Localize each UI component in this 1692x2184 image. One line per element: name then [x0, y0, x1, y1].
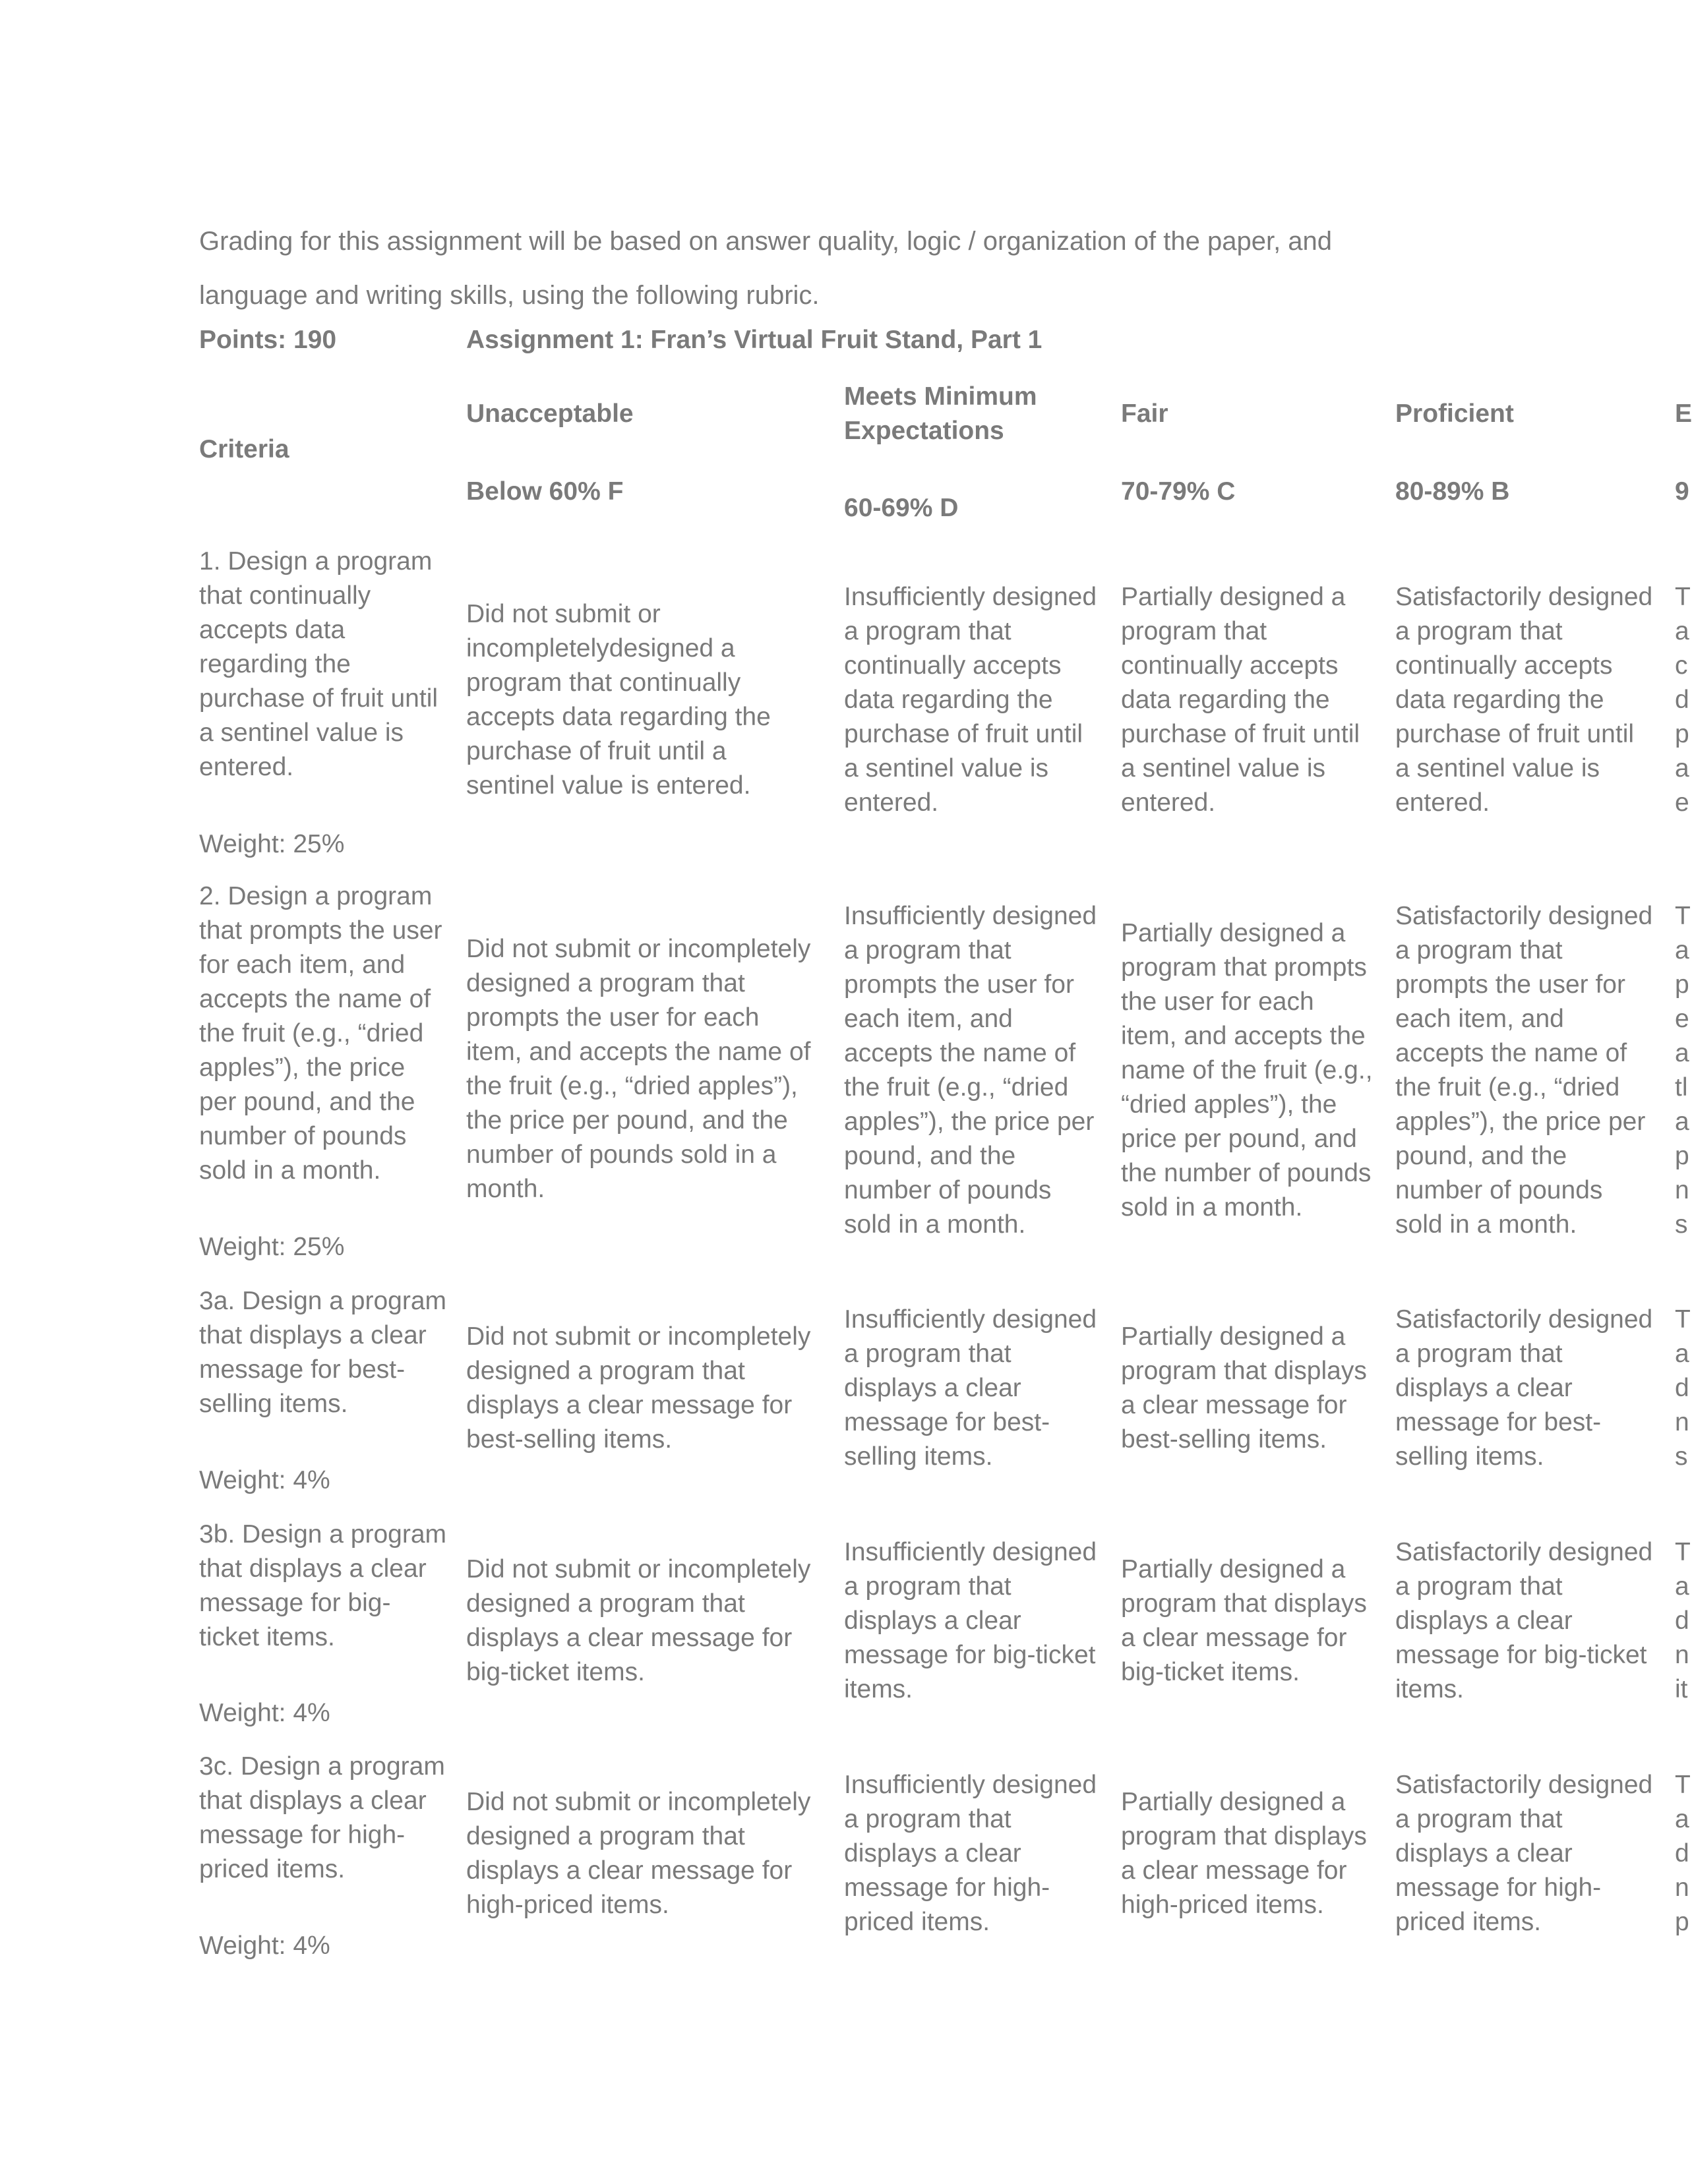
cell-fair: Partially designed a program that continually accepts data regarding the purchase of fruit until a sentinel value is entered. — [1121, 583, 1360, 817]
cell-proficient: Satisfactorily designed a program that prompts the user for each item, and accepts the name of the fruit (e.g., “dried apples”), the price per pound, and the number of pounds sold in a month. — [1395, 902, 1653, 1239]
cell-meets-minimum: Insufficiently designed a program that displays a clear message for best- selling items. — [844, 1305, 1097, 1471]
weight-label: Weight: 4% — [199, 1932, 330, 1960]
assignment-title: Assignment 1: Fran’s Virtual Fruit Stand, Part 1 — [466, 326, 1042, 354]
cell-proficient: Satisfactorily designed a program that displays a clear message for high- priced items. — [1395, 1771, 1653, 1936]
grade-fair: 70-79% C — [1121, 477, 1236, 506]
grade-proficient: 80-89% B — [1395, 477, 1510, 506]
level-meets-minimum: Meets Minimum Expectations — [844, 382, 1037, 445]
level-proficient: Proficient — [1395, 399, 1514, 428]
cell-meets-minimum: Insufficiently designed a program that displays a clear message for high- priced items. — [844, 1771, 1097, 1936]
cell-proficient: Satisfactorily designed a program that displays a clear message for best- selling items. — [1395, 1305, 1653, 1471]
cell-fair: Partially designed a program that displays a clear message for big-ticket items. — [1121, 1555, 1367, 1686]
level-fair: Fair — [1121, 399, 1168, 428]
intro-paragraph — [199, 214, 1452, 322]
weight-label: Weight: 25% — [199, 1233, 345, 1261]
cell-unacceptable: Did not submit or incompletely designed a program that displays a clear message for high-priced items. — [466, 1788, 811, 1919]
grade-exemplary-partial: 9 — [1675, 477, 1689, 506]
cell-exemplary-partial: T a c d p a e — [1675, 583, 1691, 817]
criterion-cell: 1. Design a program that continually accepts data regarding the purchase of fruit until a sentinel value is entered. — [199, 547, 438, 781]
level-exemplary-partial: E — [1675, 399, 1692, 428]
cell-unacceptable: Did not submit or incompletely designed a program that displays a clear message for best-selling items. — [466, 1322, 811, 1454]
level-unacceptable: Unacceptable — [466, 399, 634, 428]
cell-proficient: Satisfactorily designed a program that continually accepts data regarding the purchase of fruit until a sentinel value is entered. — [1395, 583, 1653, 817]
weight-label: Weight: 4% — [199, 1699, 330, 1727]
grade-unacceptable: Below 60% F — [466, 477, 624, 506]
cell-unacceptable: Did not submit or incompletelydesigned a program that continually accepts data regarding the purchase of fruit until a sentinel value is entered. — [466, 600, 771, 800]
cell-exemplary-partial: T a d n s — [1675, 1305, 1691, 1471]
cell-meets-minimum: Insufficiently designed a program that prompts the user for each item, and accepts the name of the fruit (e.g., “dried apples”), the price per pound, and the number of pounds sold in a month. — [844, 902, 1097, 1239]
cell-exemplary-partial: T a p e a tl a p n s — [1675, 902, 1691, 1239]
grade-meets-minimum: 60-69% D — [844, 494, 959, 522]
cell-unacceptable: Did not submit or incompletely designed a program that displays a clear message for big-ticket items. — [466, 1555, 811, 1686]
criteria-header: Criteria — [199, 435, 289, 463]
intro-line-2: language and writing skills, using the following rubric. — [199, 281, 820, 310]
criterion-cell: 3c. Design a program that displays a clear message for high- priced items. — [199, 1752, 445, 1883]
points-label: Points: 190 — [199, 326, 337, 354]
cell-exemplary-partial: T a d n it — [1675, 1538, 1691, 1703]
cell-meets-minimum: Insufficiently designed a program that continually accepts data regarding the purchase of fruit until a sentinel value is entered. — [844, 583, 1097, 817]
cell-unacceptable: Did not submit or incompletely designed a program that prompts the user for each item, and accepts the name of the fruit (e.g., “dried apples”), the price per pound, and the number of pounds sold in a month. — [466, 935, 811, 1203]
criterion-cell: 2. Design a program that prompts the user for each item, and accepts the name of the fruit (e.g., “dried apples”), the price per pound, and the number of pounds sold in a month. — [199, 882, 442, 1185]
cell-fair: Partially designed a program that displays a clear message for best-selling items. — [1121, 1322, 1367, 1454]
weight-label: Weight: 25% — [199, 830, 345, 858]
cell-fair: Partially designed a program that displays a clear message for high-priced items. — [1121, 1788, 1367, 1919]
weight-label: Weight: 4% — [199, 1466, 330, 1494]
cell-meets-minimum: Insufficiently designed a program that displays a clear message for big-ticket items. — [844, 1538, 1097, 1703]
cell-proficient: Satisfactorily designed a program that displays a clear message for big-ticket items. — [1395, 1538, 1653, 1703]
cell-exemplary-partial: T a d n p — [1675, 1771, 1691, 1936]
criterion-cell: 3a. Design a program that displays a clear message for best- selling items. — [199, 1287, 447, 1418]
cell-fair: Partially designed a program that prompts the user for each item, and accepts the name of the fruit (e.g., “dried apples”), the price per pound, and the number of pounds sold in a month. — [1121, 919, 1373, 1222]
criterion-cell: 3b. Design a program that displays a clear message for big- ticket items. — [199, 1520, 447, 1651]
intro-line-1: Grading for this assignment will be based on answer quality, logic / organization of the paper, and — [199, 227, 1333, 256]
